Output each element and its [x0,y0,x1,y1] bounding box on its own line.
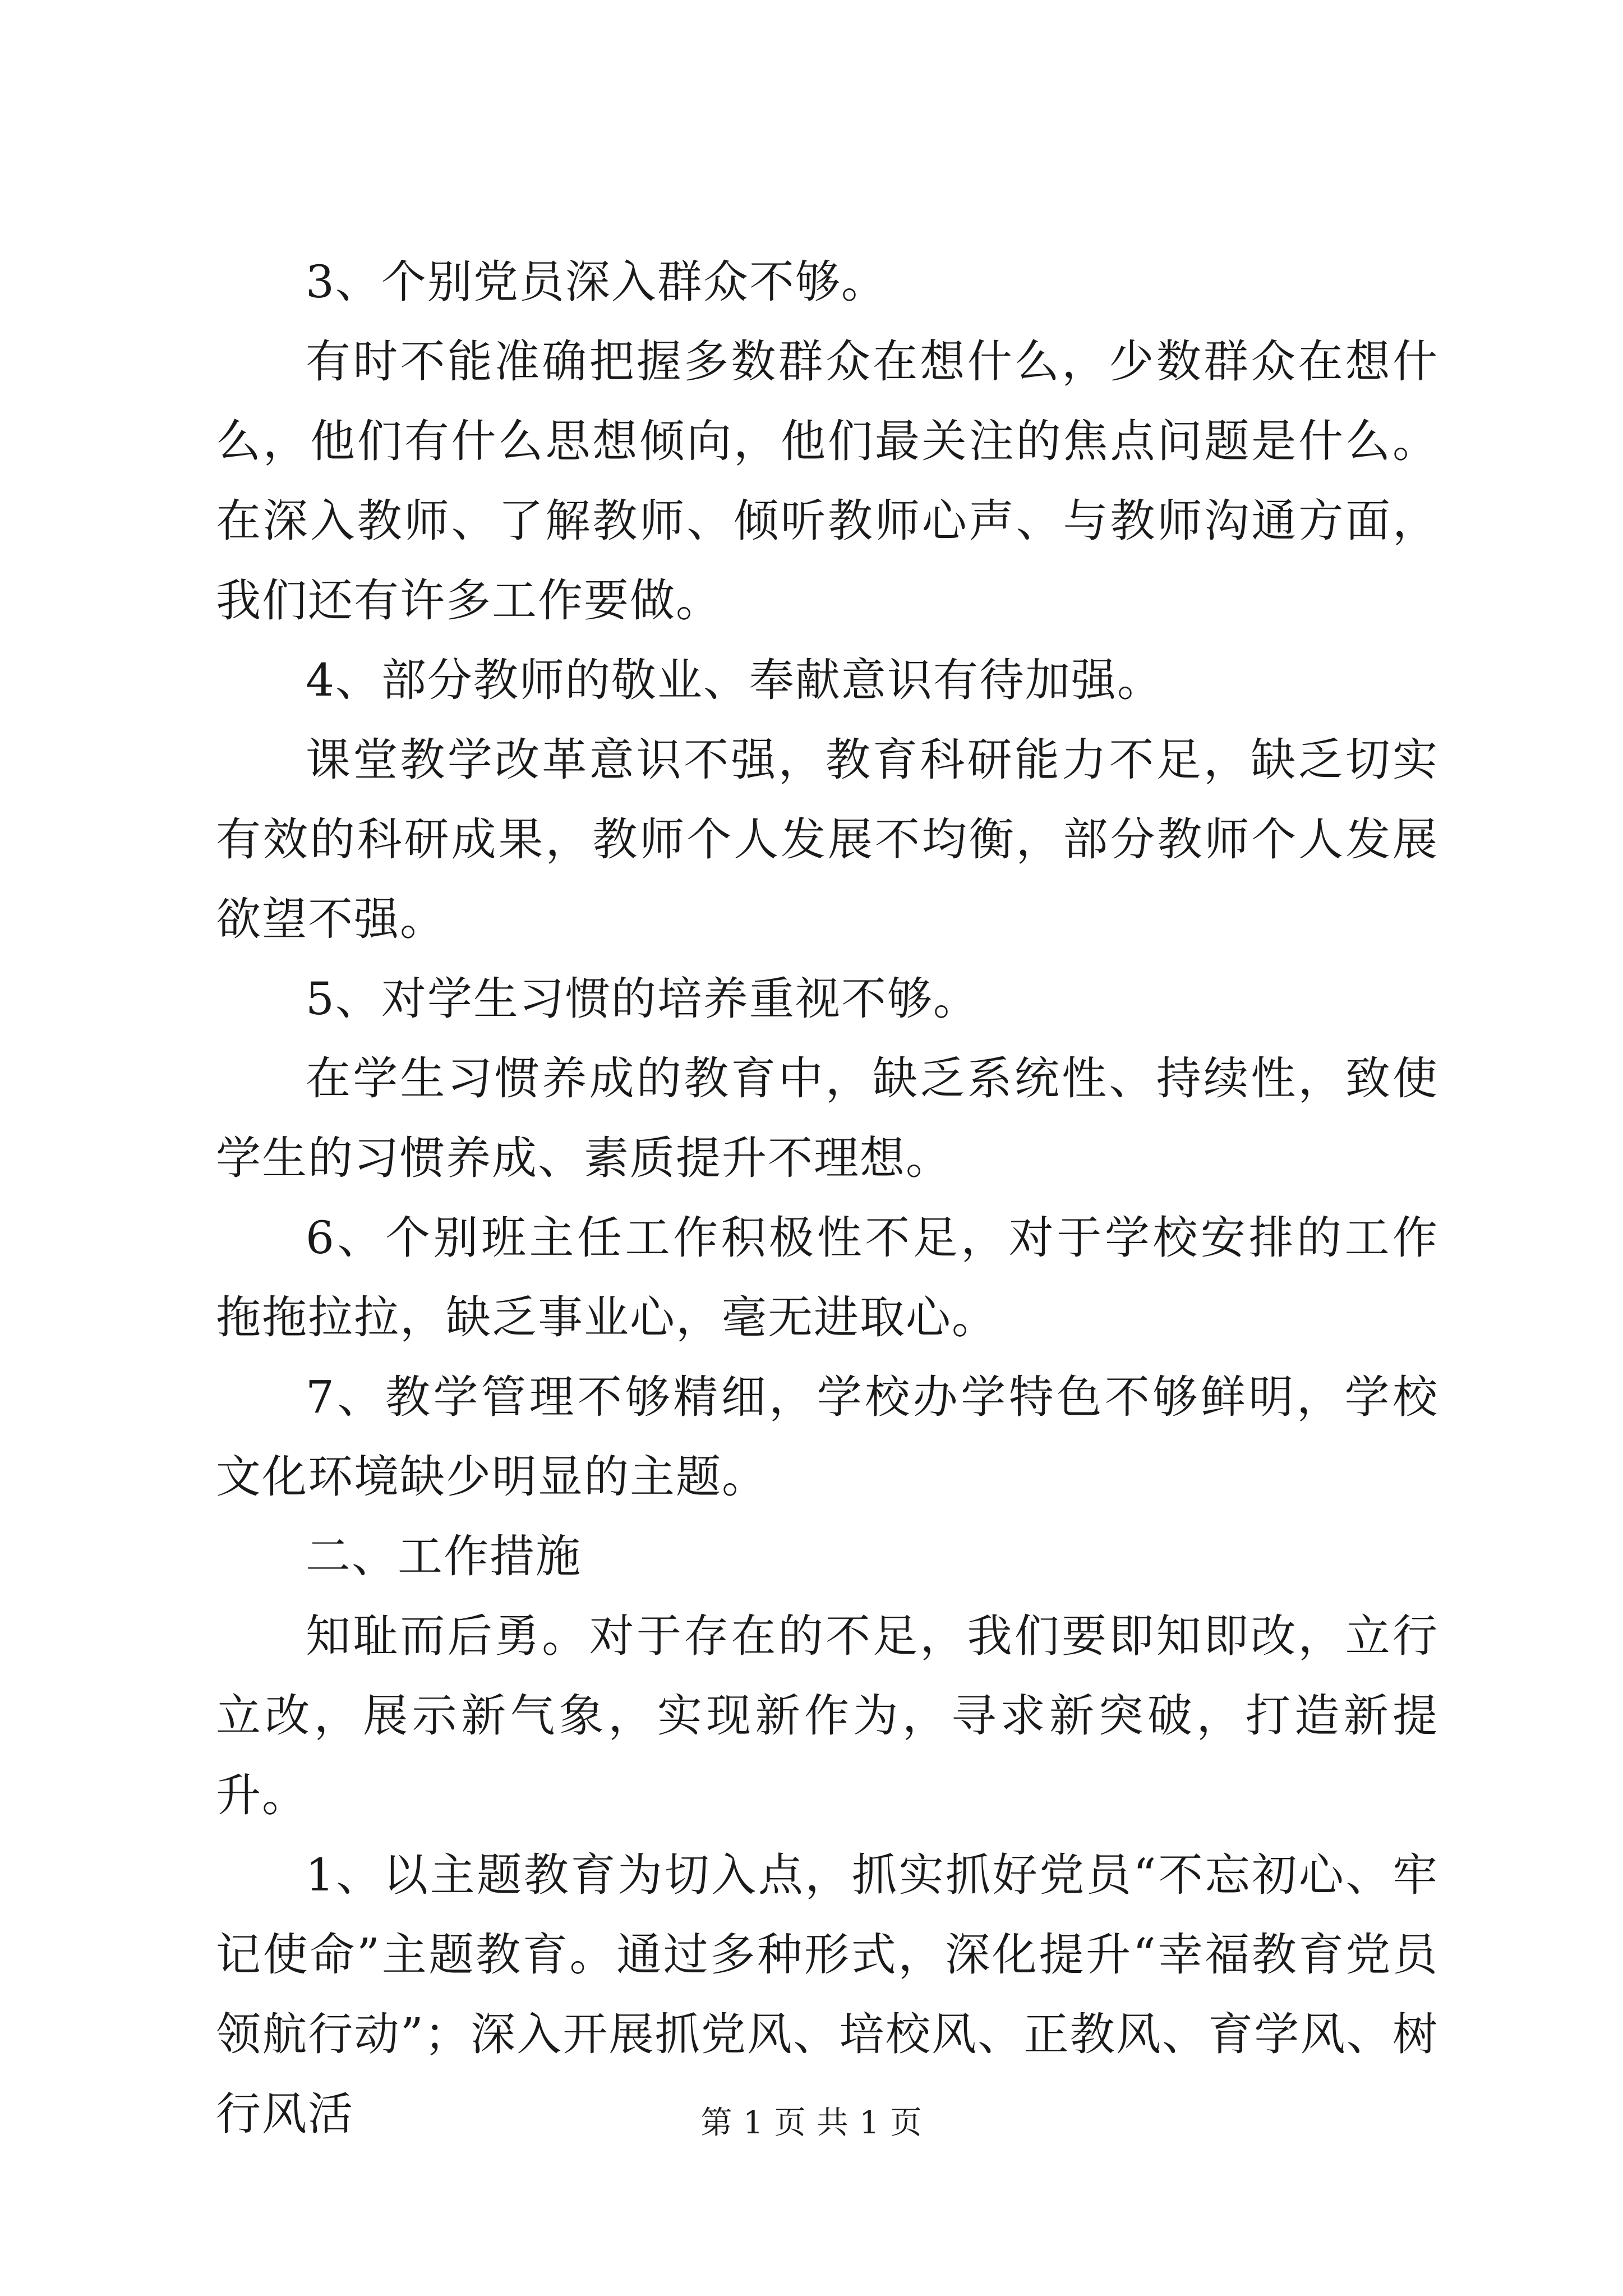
paragraph-item-5-heading: 5、对学生习惯的培养重视不够。 [306,973,979,1025]
paragraph-measures-intro: 知耻而后勇。对于存在的不足，我们要即知即改，立行立改，展示新气象，实现新作为，寻求新突破，打造新提升。 [216,1610,1438,1821]
paragraph-measure-1: 1、以主题教育为切入点，抓实抓好党员“不忘初心、牢记使命”主题教育。通过多种形式，深化提升“幸福教育党员领航行动”；深入开展抓党风、培校风、正教风、育学风、树行风活 [216,1849,1438,2140]
paragraph-item-7: 7、教学管理不够精细，学校办学特色不够鲜明，学校文化环境缺少明显的主题。 [216,1371,1438,1503]
paragraph-item-3-heading: 3、个别党员深入群众不够。 [306,256,887,308]
paragraph-item-6: 6、个别班主任工作积极性不足，对于学校安排的工作拖拖拉拉，缺乏事业心，毫无进取心。 [216,1212,1438,1343]
document-body [216,242,1438,2154]
paragraph-item-4-detail: 课堂教学改革意识不强，教育科研能力不足，缺乏切实有效的科研成果，教师个人发展不均衡，部分教师个人发展欲望不强。 [216,734,1438,945]
page-footer: 第 1 页 共 1 页 [700,2105,923,2141]
section-heading-work-measures: 二、工作措施 [306,1530,582,1582]
paragraph-item-5-detail: 在学生习惯养成的教育中，缺乏系统性、持续性，致使学生的习惯养成、素质提升不理想。 [216,1052,1438,1184]
paragraph-item-3-detail: 有时不能准确把握多数群众在想什么，少数群众在想什么，他们有什么思想倾向，他们最关注的焦点问题是什么。在深入教师、了解教师、倾听教师心声、与教师沟通方面，我们还有许多工作要做。 [216,335,1438,627]
paragraph-item-4-heading: 4、部分教师的敬业、奉献意识有待加强。 [306,654,1163,706]
